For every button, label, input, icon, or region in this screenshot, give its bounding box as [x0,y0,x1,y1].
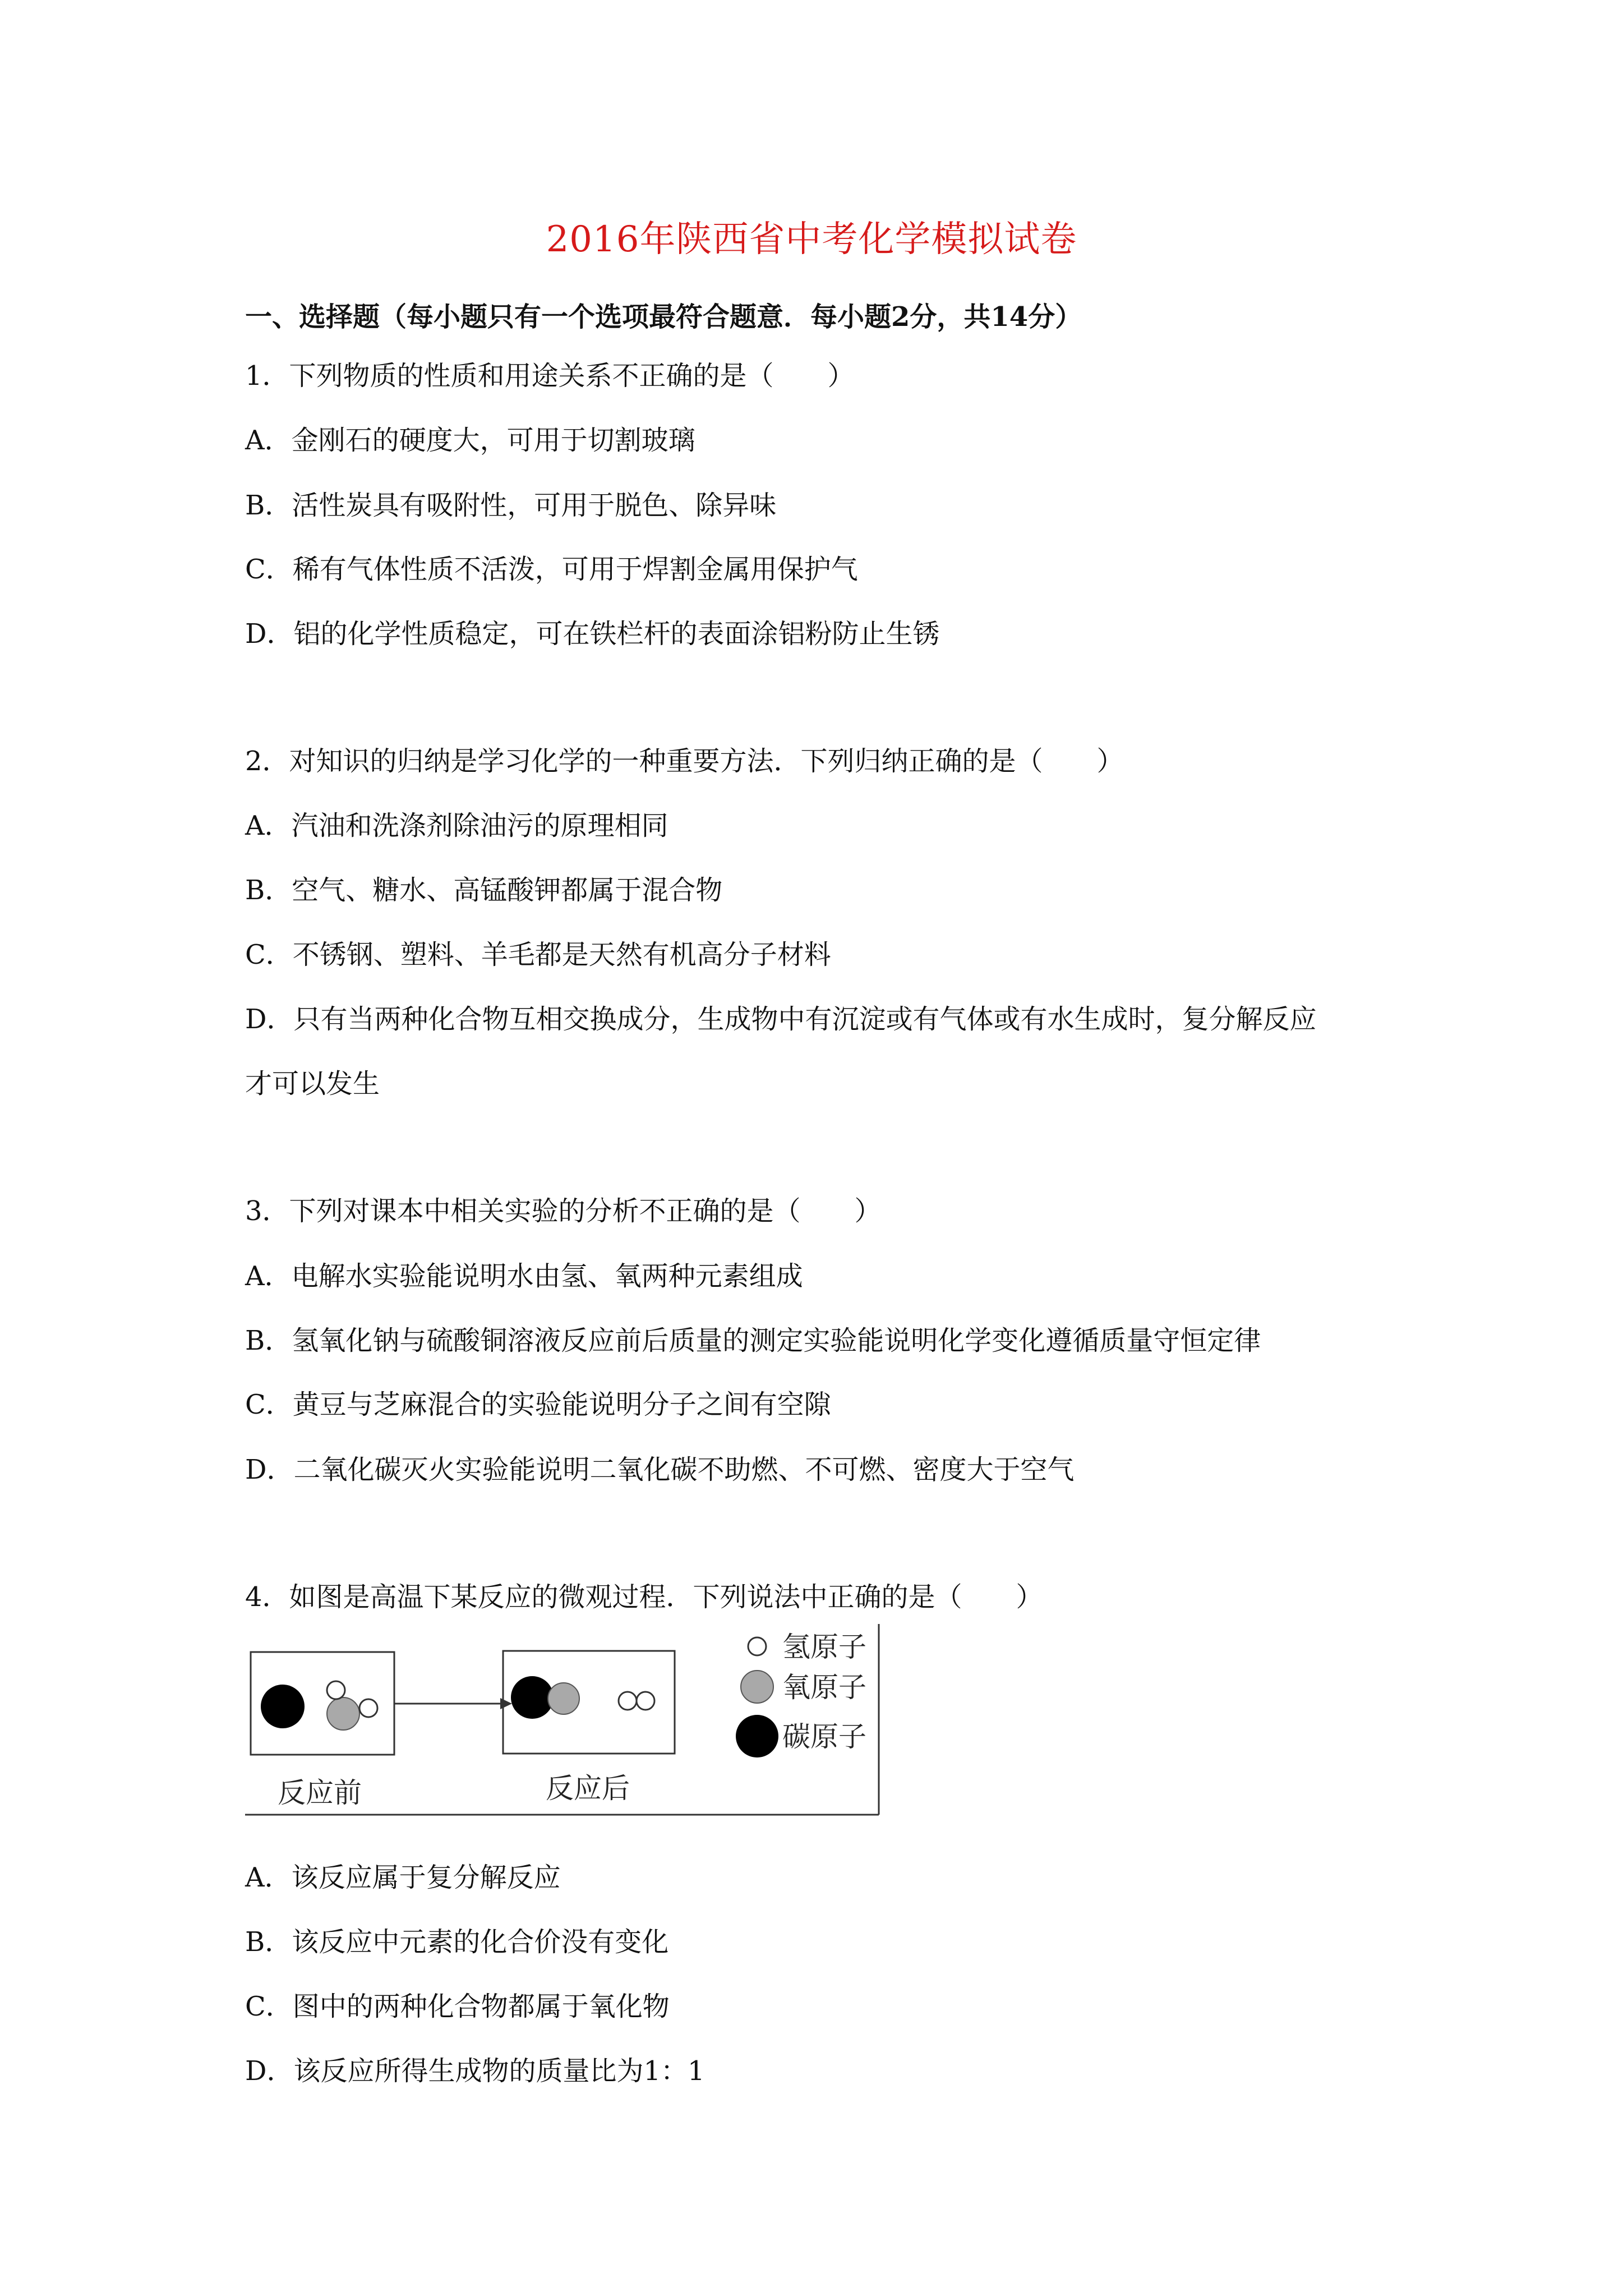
question-4-option-a: A．该反应属于复分解反应 [245,1862,561,1893]
after-label: 反应后 [546,1772,630,1805]
legend-carbon-icon [736,1715,778,1757]
hydrogen-atom [359,1699,377,1717]
legend-hydrogen-icon [748,1637,766,1655]
question-1-option-c: C．稀有气体性质不活泼，可用于焊割金属用保护气 [245,554,858,585]
oxygen-atom [548,1683,579,1714]
question-3-option-d: D．二氧化碳灭火实验能说明二氧化碳不助燃、不可燃、密度大于空气 [245,1454,1075,1485]
legend-carbon-label: 碳原子 [782,1720,866,1753]
oxygen-atom [327,1697,359,1730]
hydrogen-atom [637,1692,654,1710]
question-1-option-d: D．铝的化学性质稳定，可在铁栏杆的表面涂铝粉防止生锈 [245,618,940,650]
question-2-option-a: A．汽油和洗涤剂除油污的原理相同 [245,810,668,841]
question-2-option-d: D．只有当两种化合物互相交换成分，生成物中有沉淀或有气体或有水生成时，复分解反应 [245,1004,1317,1035]
question-2-stem: 2．对知识的归纳是学习化学的一种重要方法．下列归纳正确的是（ ） [245,746,1124,777]
question-4-option-b: B．该反应中元素的化合价没有变化 [245,1926,669,1958]
legend-hydrogen-label: 氢原子 [782,1631,866,1663]
carbon-atom [511,1676,554,1719]
question-1-option-b: B．活性炭具有吸附性，可用于脱色、除异味 [245,490,777,521]
question-3-option-c: C．黄豆与芝麻混合的实验能说明分子之间有空隙 [245,1389,831,1420]
before-label: 反应前 [278,1777,362,1809]
question-1-stem: 1．下列物质的性质和用途关系不正确的是（ ） [245,360,855,392]
question-3-stem: 3．下列对课本中相关实验的分析不正确的是（ ） [245,1195,882,1227]
legend-oxygen-label: 氧原子 [782,1671,866,1704]
question-3-option-b: B．氢氧化钠与硫酸铜溶液反应前后质量的测定实验能说明化学变化遵循质量守恒定律 [245,1325,1261,1356]
reaction-diagram [245,1624,884,1823]
question-2-option-d-continued: 才可以发生 [245,1068,380,1099]
section-heading: 一、选择题（每小题只有一个选项最符合题意．每小题2分，共14分） [245,301,1082,333]
hydrogen-atom [619,1692,637,1710]
question-1-option-a: A．金刚石的硬度大，可用于切割玻璃 [245,425,695,456]
legend-oxygen-icon [741,1671,773,1703]
question-3-option-a: A．电解水实验能说明水由氢、氧两种元素组成 [245,1260,803,1292]
question-2-option-b: B．空气、糖水、高锰酸钾都属于混合物 [245,875,723,906]
question-4-option-d: D．该反应所得生成物的质量比为1：1 [245,2055,705,2087]
hydrogen-atom [327,1681,345,1699]
carbon-atom [261,1685,305,1728]
question-4-option-c: C．图中的两种化合物都属于氧化物 [245,1991,670,2022]
question-4-stem: 4．如图是高温下某反应的微观过程．下列说法中正确的是（ ） [245,1581,1043,1613]
question-2-option-c: C．不锈钢、塑料、羊毛都是天然有机高分子材料 [245,939,831,970]
exam-title: 2016年陕西省中考化学模拟试卷 [546,219,1077,260]
arrow-head [500,1698,512,1709]
